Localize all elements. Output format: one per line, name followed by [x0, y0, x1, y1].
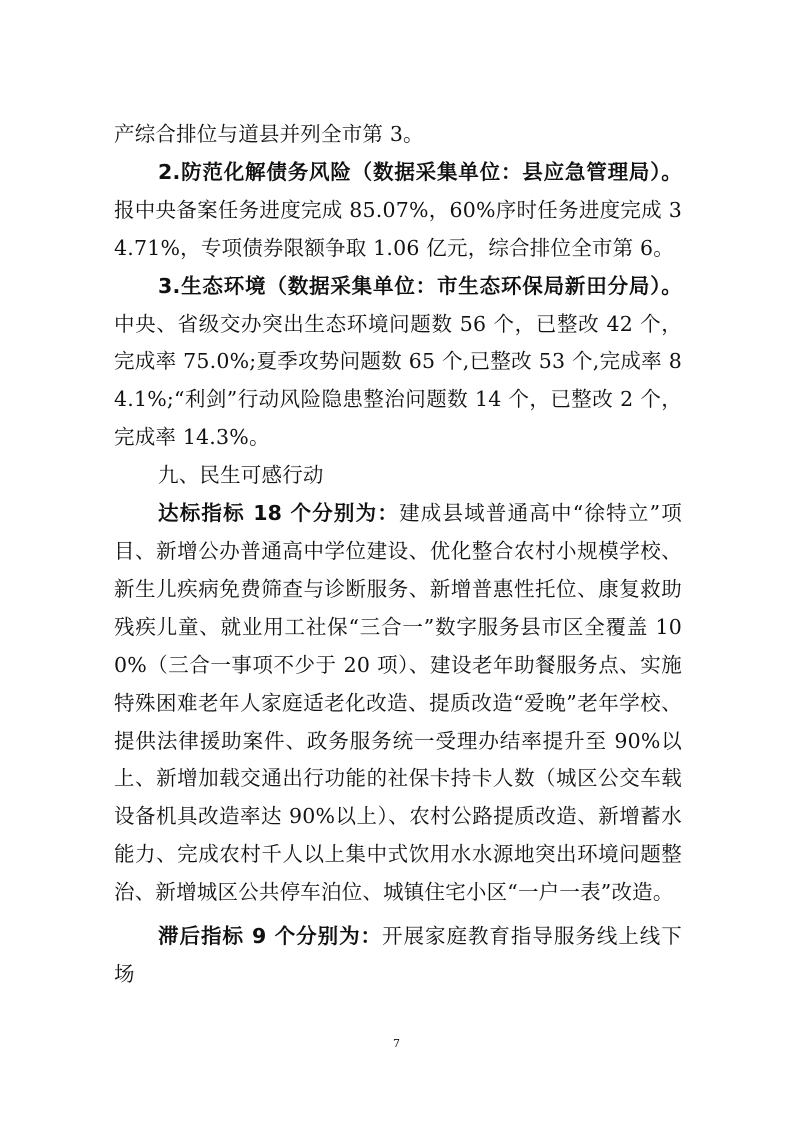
paragraph-debt-risk: [114, 154, 682, 268]
section-title-livelihood: 九、民生可感行动: [158, 463, 324, 488]
paragraph-heading-lagging-indicators: 滞后指标 9 个分别为：: [158, 924, 383, 949]
paragraph-continuation: [114, 116, 682, 154]
paragraph-text-standard-indicators: 建成县域普通高中“徐特立”项目、新增公办普通高中学位建设、优化整合农村小规模学校、新生儿疾病免费筛查与诊断服务、新增普惠性托位、康复救助残疾儿童、就业用工社保“三合一”数字服务县市区全覆盖 100%（三合一事项不少于 20 项）、建设老年助餐服务点、实施特殊困难老年人家庭适老化改造、提质改造“爱晚”老年学校、提供法律援助案件、政务服务统一受理办结率提升至 90%以上、新增加载交通出行功能的社保卡持卡人数（城区公交车载设备机具改造率达 90%以上）、农村公路提质改造、新增蓄水能力、完成农村千人以上集中式饮用水水源地突出环境问题整治、新增城区公共停车泊位、城镇住宅小区“一户一表”改造。: [114, 501, 682, 905]
paragraph-heading-ecology: 3.生态环境（数据采集单位：市生态环保局新田分局）。: [158, 273, 682, 298]
document-body: [114, 116, 682, 994]
paragraph-text-debt-risk: 报中央备案任务进度完成 85.07%，60%序时任务进度完成 34.71%，专项债券限额争取 1.06 亿元，综合排位全市第 6。: [114, 197, 682, 260]
paragraph-text-ecology: 中央、省级交办突出生态环境问题数 56 个，已整改 42 个，完成率 75.0%;夏季攻势问题数 65 个,已整改 53 个,完成率 84.1%;“利剑”行动风险隐患整治问题数 14 个，已整改 2 个，完成率 14.3%。: [114, 311, 682, 450]
paragraph-lagging-indicators: [114, 918, 682, 994]
paragraph-text-lagging-indicators: 开展家庭教育指导服务线上线下场: [114, 924, 682, 986]
page-number: 7: [393, 1037, 400, 1050]
paragraph-heading-standard-indicators: 达标指标 18 个分别为：: [158, 501, 400, 526]
paragraph-heading-debt-risk: 2.防范化解债务风险（数据采集单位：县应急管理局）。: [158, 159, 682, 184]
paragraph-standard-indicators: [114, 495, 682, 912]
paragraph-ecology: [114, 268, 682, 458]
paragraph-text: 产综合排位与道县并列全市第 3。: [114, 122, 424, 146]
